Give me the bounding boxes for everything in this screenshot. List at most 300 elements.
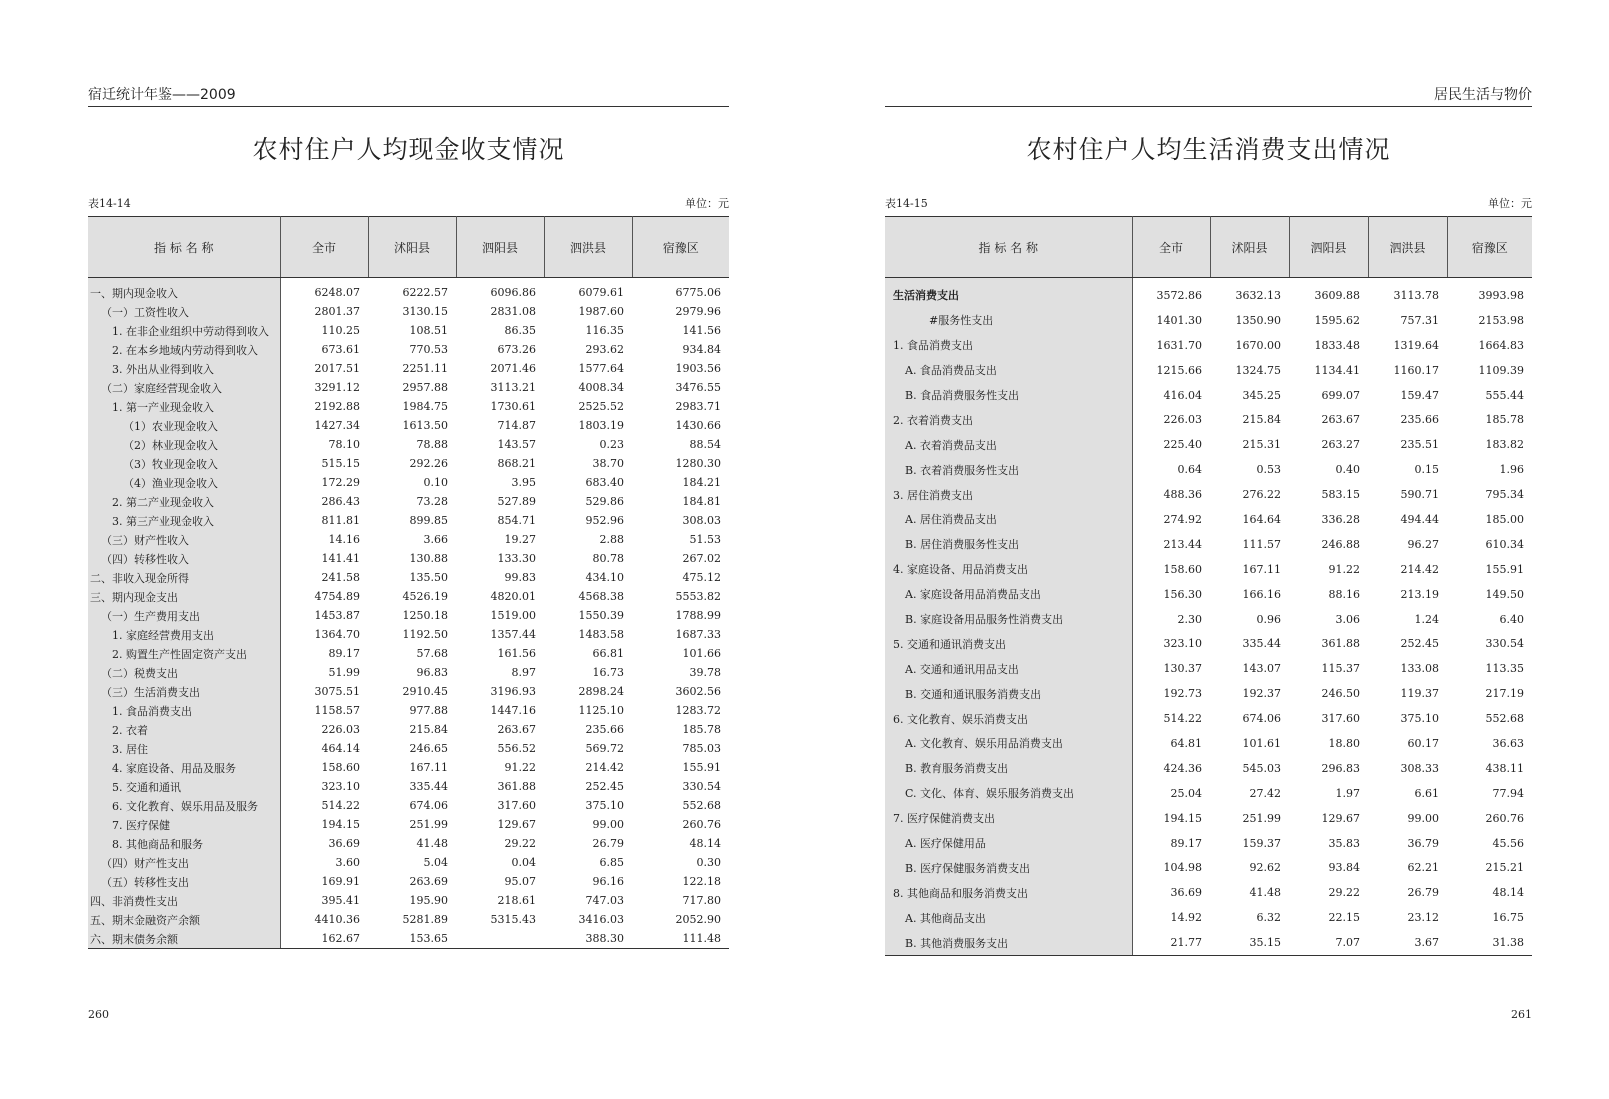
row-label: （四）转移性收入 — [88, 549, 280, 568]
cell-value: 101.61 — [1242, 736, 1281, 750]
row-label: 2. 衣着 — [88, 720, 280, 739]
row-label: （一）工资性收入 — [88, 302, 280, 321]
cell-value: 235.51 — [1400, 438, 1439, 452]
cell-value: 215.84 — [1242, 413, 1281, 427]
cell-value: 569.72 — [585, 742, 624, 755]
cell-value: 6.40 — [1499, 612, 1524, 626]
cell-value: 4568.38 — [578, 590, 624, 603]
cell-value: 868.21 — [497, 457, 536, 470]
cell-value: 0.23 — [599, 438, 624, 451]
cell-value: 149.50 — [1485, 587, 1524, 601]
table-row — [885, 880, 1532, 905]
cell-value: 1984.75 — [402, 400, 448, 413]
cell-value: 26.79 — [1407, 886, 1439, 900]
cell-value: 246.50 — [1321, 687, 1360, 701]
cell-value: 99.00 — [1407, 811, 1439, 825]
column-header: 全市 — [1132, 217, 1210, 278]
table-row — [885, 631, 1532, 656]
column-header: 指 标 名 称 — [88, 217, 280, 278]
cell-value: 3476.55 — [675, 381, 721, 394]
row-label: （四）财产性支出 — [88, 853, 280, 872]
cell-value: 3609.88 — [1314, 288, 1360, 302]
cell-value: 267.02 — [682, 552, 721, 565]
row-label: 6. 文化教育、娱乐消费支出 — [885, 706, 1132, 731]
running-header: 宿迁统计年鉴——2009 — [88, 84, 729, 107]
cell-value: 78.88 — [416, 438, 448, 451]
table-row — [885, 407, 1532, 432]
row-label: （一）生产费用支出 — [88, 606, 280, 625]
cell-value: 2910.45 — [402, 685, 448, 698]
row-label: 一、期内现金收入 — [88, 278, 280, 303]
row-label: （二）家庭经营现金收入 — [88, 378, 280, 397]
cell-value: 2251.11 — [402, 362, 448, 375]
cell-value: 5315.43 — [490, 913, 536, 926]
cell-value: 335.44 — [1242, 637, 1281, 651]
cell-value: 6.61 — [1414, 786, 1439, 800]
row-label: B. 衣着消费服务性支出 — [885, 457, 1132, 482]
row-label: #服务性支出 — [885, 308, 1132, 333]
row-label: 3. 第三产业现金收入 — [88, 511, 280, 530]
cell-value: 3.67 — [1368, 930, 1447, 955]
row-label: 2. 在本乡地域内劳动得到收入 — [88, 340, 280, 359]
row-label: A. 交通和通讯用品支出 — [885, 656, 1132, 681]
row-label: 3. 居住消费支出 — [885, 482, 1132, 507]
row-label: 二、非收入现金所得 — [88, 568, 280, 587]
table-row — [885, 681, 1532, 706]
cell-value: 263.67 — [1321, 413, 1360, 427]
cell-value: 1364.70 — [314, 628, 360, 641]
row-label: 4. 家庭设备、用品及服务 — [88, 758, 280, 777]
cell-value: 361.88 — [1321, 637, 1360, 651]
page-number: 260 — [88, 1008, 109, 1021]
row-label: 8. 其他商品和服务 — [88, 834, 280, 853]
row-label: 生活消费支出 — [885, 278, 1132, 308]
cell-value: 5281.89 — [402, 913, 448, 926]
table-row — [88, 663, 729, 682]
table-row — [88, 872, 729, 891]
cell-value: 41.48 — [1249, 886, 1281, 900]
table-row — [885, 656, 1532, 681]
table-header-row — [88, 217, 729, 278]
cell-value: 3.95 — [511, 476, 536, 489]
table-row — [88, 796, 729, 815]
cell-value: 93.84 — [1328, 861, 1360, 875]
cell-value: 2.88 — [599, 533, 624, 546]
cell-value: 135.50 — [409, 571, 448, 584]
cell-value: 36.79 — [1407, 836, 1439, 850]
cell-value: 215.21 — [1485, 861, 1524, 875]
cell-value: 274.92 — [1163, 512, 1202, 526]
row-label: 六、期末债务余额 — [88, 929, 280, 949]
cell-value: 375.10 — [585, 799, 624, 812]
cell-value: 2957.88 — [402, 381, 448, 394]
cell-value: 2979.96 — [675, 305, 721, 318]
cell-value: 308.33 — [1400, 761, 1439, 775]
cell-value: 330.54 — [1485, 637, 1524, 651]
cell-value: 545.03 — [1242, 761, 1281, 775]
cell-value: 251.99 — [409, 818, 448, 831]
cell-value: 6222.57 — [402, 286, 448, 299]
cell-value: 153.65 — [368, 929, 456, 949]
cell-value: 57.68 — [416, 647, 448, 660]
cell-value: 1.96 — [1499, 463, 1524, 477]
cell-value: 246.65 — [409, 742, 448, 755]
cell-value: 96.16 — [592, 875, 624, 888]
cell-value: 1730.61 — [490, 400, 536, 413]
table-row — [88, 454, 729, 473]
cell-value: 159.37 — [1242, 836, 1281, 850]
table-row — [88, 397, 729, 416]
cell-value: 45.56 — [1492, 836, 1524, 850]
cell-value: 194.15 — [321, 818, 360, 831]
table-row — [88, 473, 729, 492]
table-row — [885, 278, 1532, 308]
cell-value: 226.03 — [321, 723, 360, 736]
cell-value: 108.51 — [409, 324, 448, 337]
right-page — [885, 0, 1532, 1099]
cell-value: 2153.98 — [1478, 313, 1524, 327]
cell-value: 5553.82 — [675, 590, 721, 603]
row-label: （2）林业现金收入 — [88, 435, 280, 454]
cell-value: 36.69 — [328, 837, 360, 850]
cell-value: 119.37 — [1400, 687, 1439, 701]
cell-value: 1687.33 — [675, 628, 721, 641]
cell-value: 246.88 — [1321, 537, 1360, 551]
cell-value: 172.29 — [321, 476, 360, 489]
cell-value: 225.40 — [1163, 438, 1202, 452]
cell-value: 26.79 — [592, 837, 624, 850]
cell-value: 36.63 — [1492, 736, 1524, 750]
cell-value: 21.77 — [1132, 930, 1210, 955]
row-label: B. 其他消费服务支出 — [885, 930, 1132, 955]
cell-value: 169.91 — [321, 875, 360, 888]
cell-value: 213.44 — [1163, 537, 1202, 551]
row-label: B. 食品消费服务性支出 — [885, 383, 1132, 408]
row-label: 三、期内现金支出 — [88, 587, 280, 606]
cell-value: 104.98 — [1163, 861, 1202, 875]
cell-value: 48.14 — [1492, 886, 1524, 900]
cell-value: 3632.13 — [1235, 288, 1281, 302]
table-row — [88, 530, 729, 549]
cell-value: 51.53 — [689, 533, 721, 546]
cell-value: 3075.51 — [314, 685, 360, 698]
table-body — [885, 278, 1532, 956]
cell-value: 3602.56 — [675, 685, 721, 698]
column-header: 泗阳县 — [456, 217, 544, 278]
page-number: 261 — [1511, 1008, 1532, 1021]
table-row — [885, 557, 1532, 582]
cell-value: 1483.58 — [578, 628, 624, 641]
cell-value: 130.37 — [1163, 662, 1202, 676]
cell-value: 770.53 — [409, 343, 448, 356]
cell-value: 1631.70 — [1156, 338, 1202, 352]
cell-value: 89.17 — [328, 647, 360, 660]
row-label: A. 衣着消费品支出 — [885, 432, 1132, 457]
cell-value: 610.34 — [1485, 537, 1524, 551]
cell-value: 438.11 — [1485, 761, 1524, 775]
cell-value: 1160.17 — [1393, 363, 1439, 377]
cell-value: 22.15 — [1328, 911, 1360, 925]
cell-value: 116.35 — [585, 324, 624, 337]
cell-value: 276.22 — [1242, 488, 1281, 502]
cell-value: 235.66 — [1400, 413, 1439, 427]
cell-value: 184.81 — [682, 495, 721, 508]
table-row — [88, 891, 729, 910]
cell-value: 64.81 — [1170, 736, 1202, 750]
table-row — [885, 582, 1532, 607]
cell-value: 529.86 — [585, 495, 624, 508]
cell-value: 0.15 — [1414, 463, 1439, 477]
column-header: 泗阳县 — [1289, 217, 1368, 278]
cell-value: 60.17 — [1407, 736, 1439, 750]
row-label: （二）税费支出 — [88, 663, 280, 682]
cell-value: 129.67 — [1321, 811, 1360, 825]
cell-value: 51.99 — [328, 666, 360, 679]
unit-label: 单位：元 — [1488, 197, 1532, 210]
cell-value: 3993.98 — [1478, 288, 1524, 302]
cell-value: 214.42 — [585, 761, 624, 774]
cell-value: 683.40 — [585, 476, 624, 489]
cell-value: 1903.56 — [675, 362, 721, 375]
cell-value: 5.04 — [423, 856, 448, 869]
cell-value: 934.84 — [682, 343, 721, 356]
cell-value: 6775.06 — [675, 286, 721, 299]
table-row — [885, 607, 1532, 632]
cell-value: 1319.64 — [1393, 338, 1439, 352]
cell-value: 673.61 — [321, 343, 360, 356]
cell-value: 2017.51 — [314, 362, 360, 375]
table-row — [885, 457, 1532, 482]
cell-value: 159.47 — [1400, 388, 1439, 402]
cell-value: 1447.16 — [490, 704, 536, 717]
cell-value: 192.73 — [1163, 687, 1202, 701]
cell-value: 3572.86 — [1156, 288, 1202, 302]
cell-value: 1250.18 — [402, 609, 448, 622]
cell-value: 1519.00 — [490, 609, 536, 622]
table-row — [88, 378, 729, 397]
cell-value: 1125.10 — [578, 704, 624, 717]
row-label: 1. 家庭经营费用支出 — [88, 625, 280, 644]
cell-value: 514.22 — [321, 799, 360, 812]
cell-value: 416.04 — [1163, 388, 1202, 402]
table-row — [88, 416, 729, 435]
cell-value: 235.66 — [585, 723, 624, 736]
cell-value: 129.67 — [497, 818, 536, 831]
cell-value: 556.52 — [497, 742, 536, 755]
cell-value: 699.07 — [1321, 388, 1360, 402]
cell-value: 1192.50 — [402, 628, 448, 641]
cell-value: 552.68 — [682, 799, 721, 812]
cell-value: 1788.99 — [675, 609, 721, 622]
cell-value: 251.99 — [1242, 811, 1281, 825]
cell-value: 89.17 — [1170, 836, 1202, 850]
cell-value: 317.60 — [1321, 712, 1360, 726]
cell-value: 73.28 — [416, 495, 448, 508]
cell-value: 1803.19 — [578, 419, 624, 432]
cell-value: 16.75 — [1492, 911, 1524, 925]
cell-value: 757.31 — [1400, 313, 1439, 327]
cell-value: 226.03 — [1163, 413, 1202, 427]
cell-value: 0.53 — [1256, 463, 1281, 477]
running-header: 居民生活与物价 — [885, 84, 1532, 107]
cell-value: 1350.90 — [1235, 313, 1281, 327]
page-title: 农村住户人均现金收支情况 — [252, 135, 565, 164]
cell-value: 48.14 — [689, 837, 721, 850]
cell-value: 3113.21 — [490, 381, 536, 394]
cell-value: 35.15 — [1210, 930, 1289, 955]
table-row — [885, 756, 1532, 781]
cell-value: 6079.61 — [578, 286, 624, 299]
table-row — [88, 701, 729, 720]
cell-value: 1158.57 — [314, 704, 360, 717]
cell-value: 515.15 — [321, 457, 360, 470]
cell-value: 29.22 — [1328, 886, 1360, 900]
row-label: 1. 食品消费支出 — [885, 333, 1132, 358]
column-header: 沭阳县 — [368, 217, 456, 278]
row-label: 7. 医疗保健消费支出 — [885, 806, 1132, 831]
row-label: A. 居住消费品支出 — [885, 507, 1132, 532]
cell-value: 854.71 — [497, 514, 536, 527]
row-label: 四、非消费性支出 — [88, 891, 280, 910]
cell-value: 156.30 — [1163, 587, 1202, 601]
column-header: 沭阳县 — [1210, 217, 1289, 278]
cell-value: 1427.34 — [314, 419, 360, 432]
row-label: 五、期末金融资产余额 — [88, 910, 280, 929]
cell-value: 494.44 — [1400, 512, 1439, 526]
cell-value: 464.14 — [321, 742, 360, 755]
cell-value: 167.11 — [409, 761, 448, 774]
table-row — [88, 853, 729, 872]
table-row — [88, 739, 729, 758]
table-row — [885, 855, 1532, 880]
cell-value: 14.92 — [1170, 911, 1202, 925]
cell-value: 88.54 — [689, 438, 721, 451]
cell-value: 194.15 — [1163, 811, 1202, 825]
cell-value: 0.40 — [1335, 463, 1360, 477]
cell-value: 184.21 — [682, 476, 721, 489]
cell-value: 1.97 — [1335, 786, 1360, 800]
cell-value: 6.85 — [599, 856, 624, 869]
cell-value: 77.94 — [1492, 786, 1524, 800]
table-row — [885, 781, 1532, 806]
cell-value: 336.28 — [1321, 512, 1360, 526]
cell-value: 3.66 — [423, 533, 448, 546]
row-label: 8. 其他商品和服务消费支出 — [885, 880, 1132, 905]
cell-value: 195.90 — [409, 894, 448, 907]
cell-value: 252.45 — [1400, 637, 1439, 651]
table-row — [88, 492, 729, 511]
cell-value: 214.42 — [1400, 562, 1439, 576]
row-label: 5. 交通和通讯 — [88, 777, 280, 796]
unit-label: 单位：元 — [685, 197, 729, 210]
table-row — [88, 568, 729, 587]
cell-value: 80.78 — [592, 552, 624, 565]
cell-value: 41.48 — [416, 837, 448, 850]
cell-value: 527.89 — [497, 495, 536, 508]
cell-value: 1987.60 — [578, 305, 624, 318]
cell-value: 141.56 — [682, 324, 721, 337]
cell-value: 1357.44 — [490, 628, 536, 641]
cell-value: 388.30 — [544, 929, 632, 949]
table-row — [885, 507, 1532, 532]
table-row — [885, 706, 1532, 731]
cell-value: 1833.48 — [1314, 338, 1360, 352]
row-label: 5. 交通和通讯消费支出 — [885, 631, 1132, 656]
row-label: 2. 衣着消费支出 — [885, 407, 1132, 432]
cell-value: 552.68 — [1485, 712, 1524, 726]
table-number: 表14-14 — [88, 197, 131, 210]
cell-value: 99.00 — [592, 818, 624, 831]
table-row — [88, 758, 729, 777]
cell-value: 4820.01 — [490, 590, 536, 603]
row-label: C. 文化、体育、娱乐服务消费支出 — [885, 781, 1132, 806]
cell-value: 0.30 — [696, 856, 721, 869]
cell-value: 785.03 — [682, 742, 721, 755]
cell-value: 424.36 — [1163, 761, 1202, 775]
cell-value: 133.30 — [497, 552, 536, 565]
cell-value: 96.27 — [1407, 537, 1439, 551]
cell-value: 3.06 — [1335, 612, 1360, 626]
cell-value: 213.19 — [1400, 587, 1439, 601]
row-label: B. 交通和通讯服务消费支出 — [885, 681, 1132, 706]
cell-value: 7.07 — [1289, 930, 1368, 955]
cell-value: 143.57 — [497, 438, 536, 451]
cell-value: 164.64 — [1242, 512, 1281, 526]
cell-value: 185.78 — [1485, 413, 1524, 427]
cell-value: 674.06 — [409, 799, 448, 812]
cell-value: 62.21 — [1407, 861, 1439, 875]
cell-value: 141.41 — [321, 552, 360, 565]
living-consumption-table — [885, 216, 1532, 956]
cell-value: 977.88 — [409, 704, 448, 717]
cell-value: 133.08 — [1400, 662, 1439, 676]
cell-value: 263.67 — [497, 723, 536, 736]
cell-value: 475.12 — [682, 571, 721, 584]
cell-value: 747.03 — [585, 894, 624, 907]
cell-value: 92.62 — [1249, 861, 1281, 875]
cell-value: 330.54 — [682, 780, 721, 793]
cell-value: 66.81 — [592, 647, 624, 660]
cell-value: 6096.86 — [490, 286, 536, 299]
cell-value: 0.96 — [1256, 612, 1281, 626]
column-header: 泗洪县 — [544, 217, 632, 278]
cell-value: 1453.87 — [314, 609, 360, 622]
cell-value: 1280.30 — [675, 457, 721, 470]
cell-value: 31.38 — [1447, 930, 1532, 955]
cell-value: 2801.37 — [314, 305, 360, 318]
cell-value: 29.22 — [504, 837, 536, 850]
cell-value: 99.83 — [504, 571, 536, 584]
cell-value: 583.15 — [1321, 488, 1360, 502]
cell-value — [456, 929, 544, 949]
cell-value: 1109.39 — [1478, 363, 1524, 377]
cell-value: 286.43 — [321, 495, 360, 508]
table-row — [88, 587, 729, 606]
table-row — [88, 549, 729, 568]
cell-value: 218.61 — [497, 894, 536, 907]
cell-value: 113.35 — [1485, 662, 1524, 676]
cell-value: 3416.03 — [578, 913, 624, 926]
cell-value: 1430.66 — [675, 419, 721, 432]
table-row — [885, 532, 1532, 557]
row-label: （1）农业现金收入 — [88, 416, 280, 435]
cell-value: 155.91 — [682, 761, 721, 774]
table-row — [885, 806, 1532, 831]
cell-value: 714.87 — [497, 419, 536, 432]
cell-value: 110.25 — [321, 324, 360, 337]
cell-value: 1.24 — [1414, 612, 1439, 626]
table-row — [88, 606, 729, 625]
